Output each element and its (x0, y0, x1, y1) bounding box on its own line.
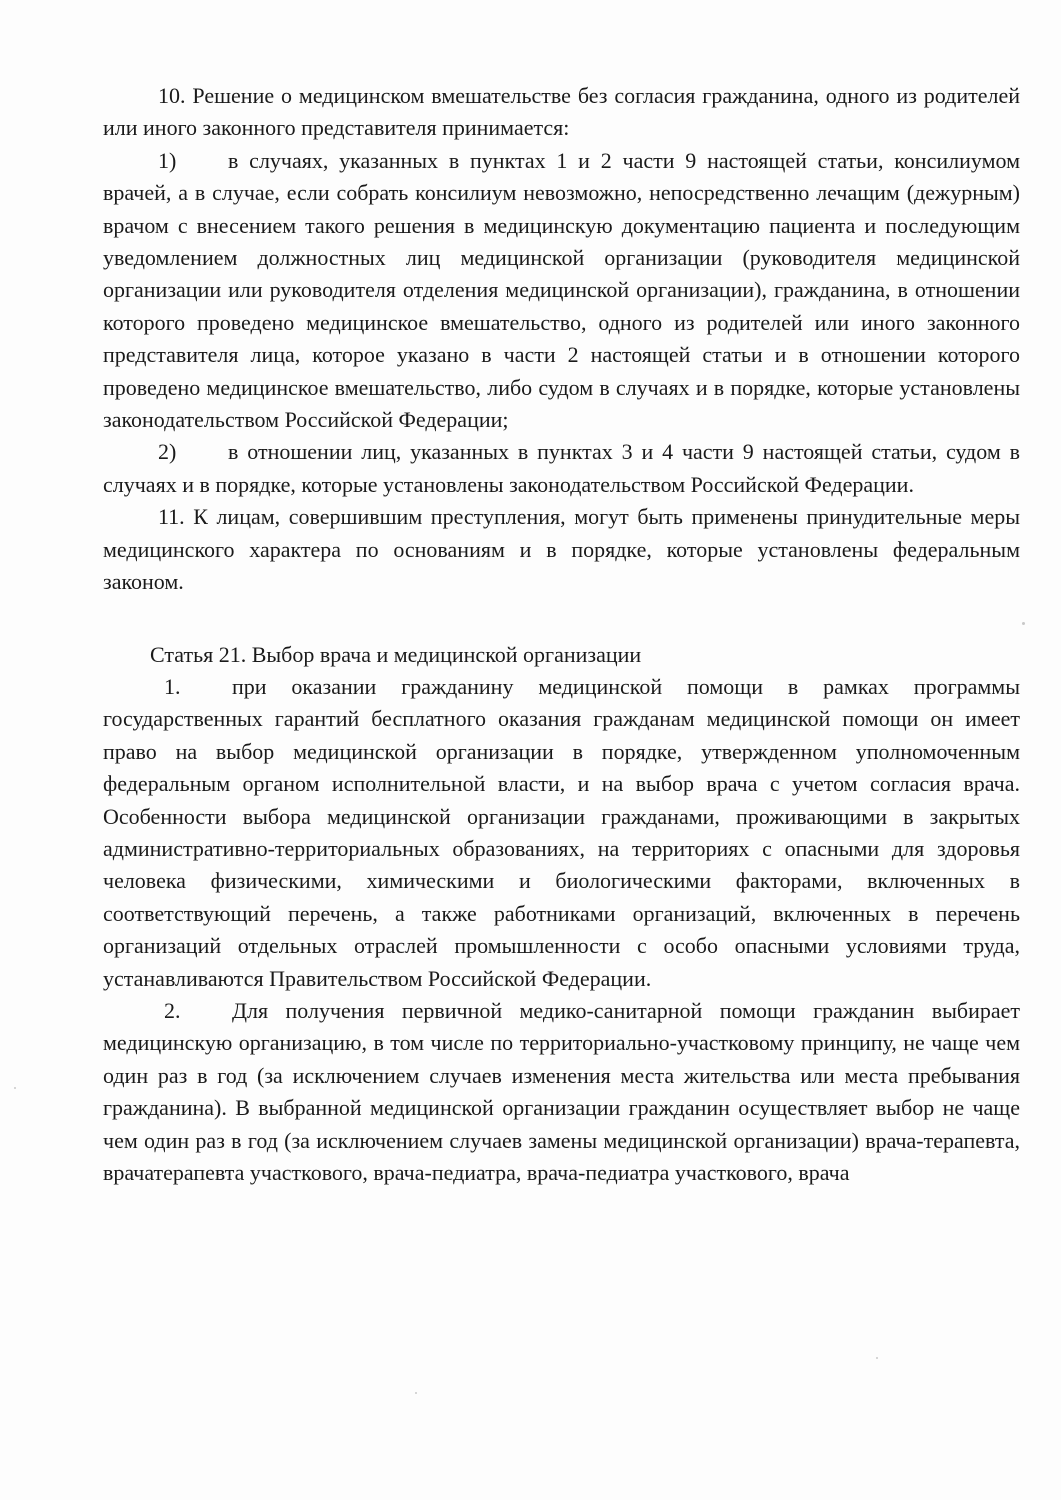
list-number: 1) (158, 147, 177, 173)
list-item-text: Для получения первичной медико-санитарной помощи гражданин выбирает медицинскую организацию, в том числе по территориально-участковому принципу, не чаще чем один раз в год (за исключением случаев изменения места жительства или места пребывания гражданина). В выбранной медицинской организации гражданин осуществляет выбор не чаще чем один раз в год (за исключением случаев замены медицинской организации) врача-терапевта, врачатерапевта участкового, врача-педиатра, врача-педиатра участкового, врача (103, 997, 1020, 1185)
list-number: 2. (164, 997, 181, 1023)
list-item-text: в случаях, указанных в пунктах 1 и 2 части 9 настоящей статьи, консилиумом врачей, а в случае, если собрать консилиум невозможно, непосредственно лечащим (дежурным) врачом с внесением такого решения в медицинскую документацию пациента и последующим уведомлением должностных лиц медицинской организации (руководителя медицинской организации или руководителя отделения медицинской организации), гражданина, в отношении которого проведено медицинское вмешательство, одного из родителей или иного законного представителя лица, которое указано в части 2 настоящей статьи и в отношении которого проведено медицинское вмешательство, либо судом в случаях и в порядке, которые установлены законодательством Российской Федерации; (103, 147, 1020, 433)
paragraph-11: 11. К лицам, совершившим преступления, могут быть применены принудительные меры медицинского характера по основаниям и в порядке, которые установлены федеральным законом. (103, 504, 1020, 595)
scan-speck (415, 1392, 417, 1394)
article-21-item-1 (103, 671, 1020, 995)
scan-speck (1022, 622, 1025, 625)
scan-speck (14, 1087, 16, 1089)
article-21-heading: Статья 21. Выбор врача и медицинской организации (150, 641, 642, 667)
scan-speck (876, 1357, 878, 1359)
article-21-item-2 (103, 995, 1020, 1189)
list-item-text: при оказании гражданину медицинской помощи в рамках программы государственных гарантий бесплатного оказания гражданам медицинской помощи он имеет право на выбор медицинской организации в порядке, утвержденном уполномоченным федеральным органом исполнительной власти, и на выбор врача с учетом согласия врача. Особенности выбора медицинской организации гражданами, проживающими в закрытых административно-территориальных образованиях, на территориях с опасными для здоровья человека физическими, химическими и биологическими факторами, включенных в соответствующий перечень, а также работниками организаций, включенных в перечень организаций отдельных отраслей промышленности с особо опасными условиями труда, устанавливаются Правительством Российской Федерации. (103, 673, 1020, 991)
paragraph-10-item-1 (103, 145, 1020, 437)
document-body (103, 80, 1020, 1189)
paragraph-10-item-2 (103, 436, 1020, 501)
list-number: 2) (158, 439, 177, 465)
list-number: 1. (164, 673, 181, 699)
paragraph-10: 10. Решение о медицинском вмешательстве без согласия гражданина, одного из родителей или иного законного представителя принимается: (103, 83, 1020, 141)
list-item-text: в отношении лиц, указанных в пунктах 3 и 4 части 9 настоящей статьи, судом в случаях и в порядке, которые установлены законодательством Российской Федерации. (103, 439, 1020, 497)
